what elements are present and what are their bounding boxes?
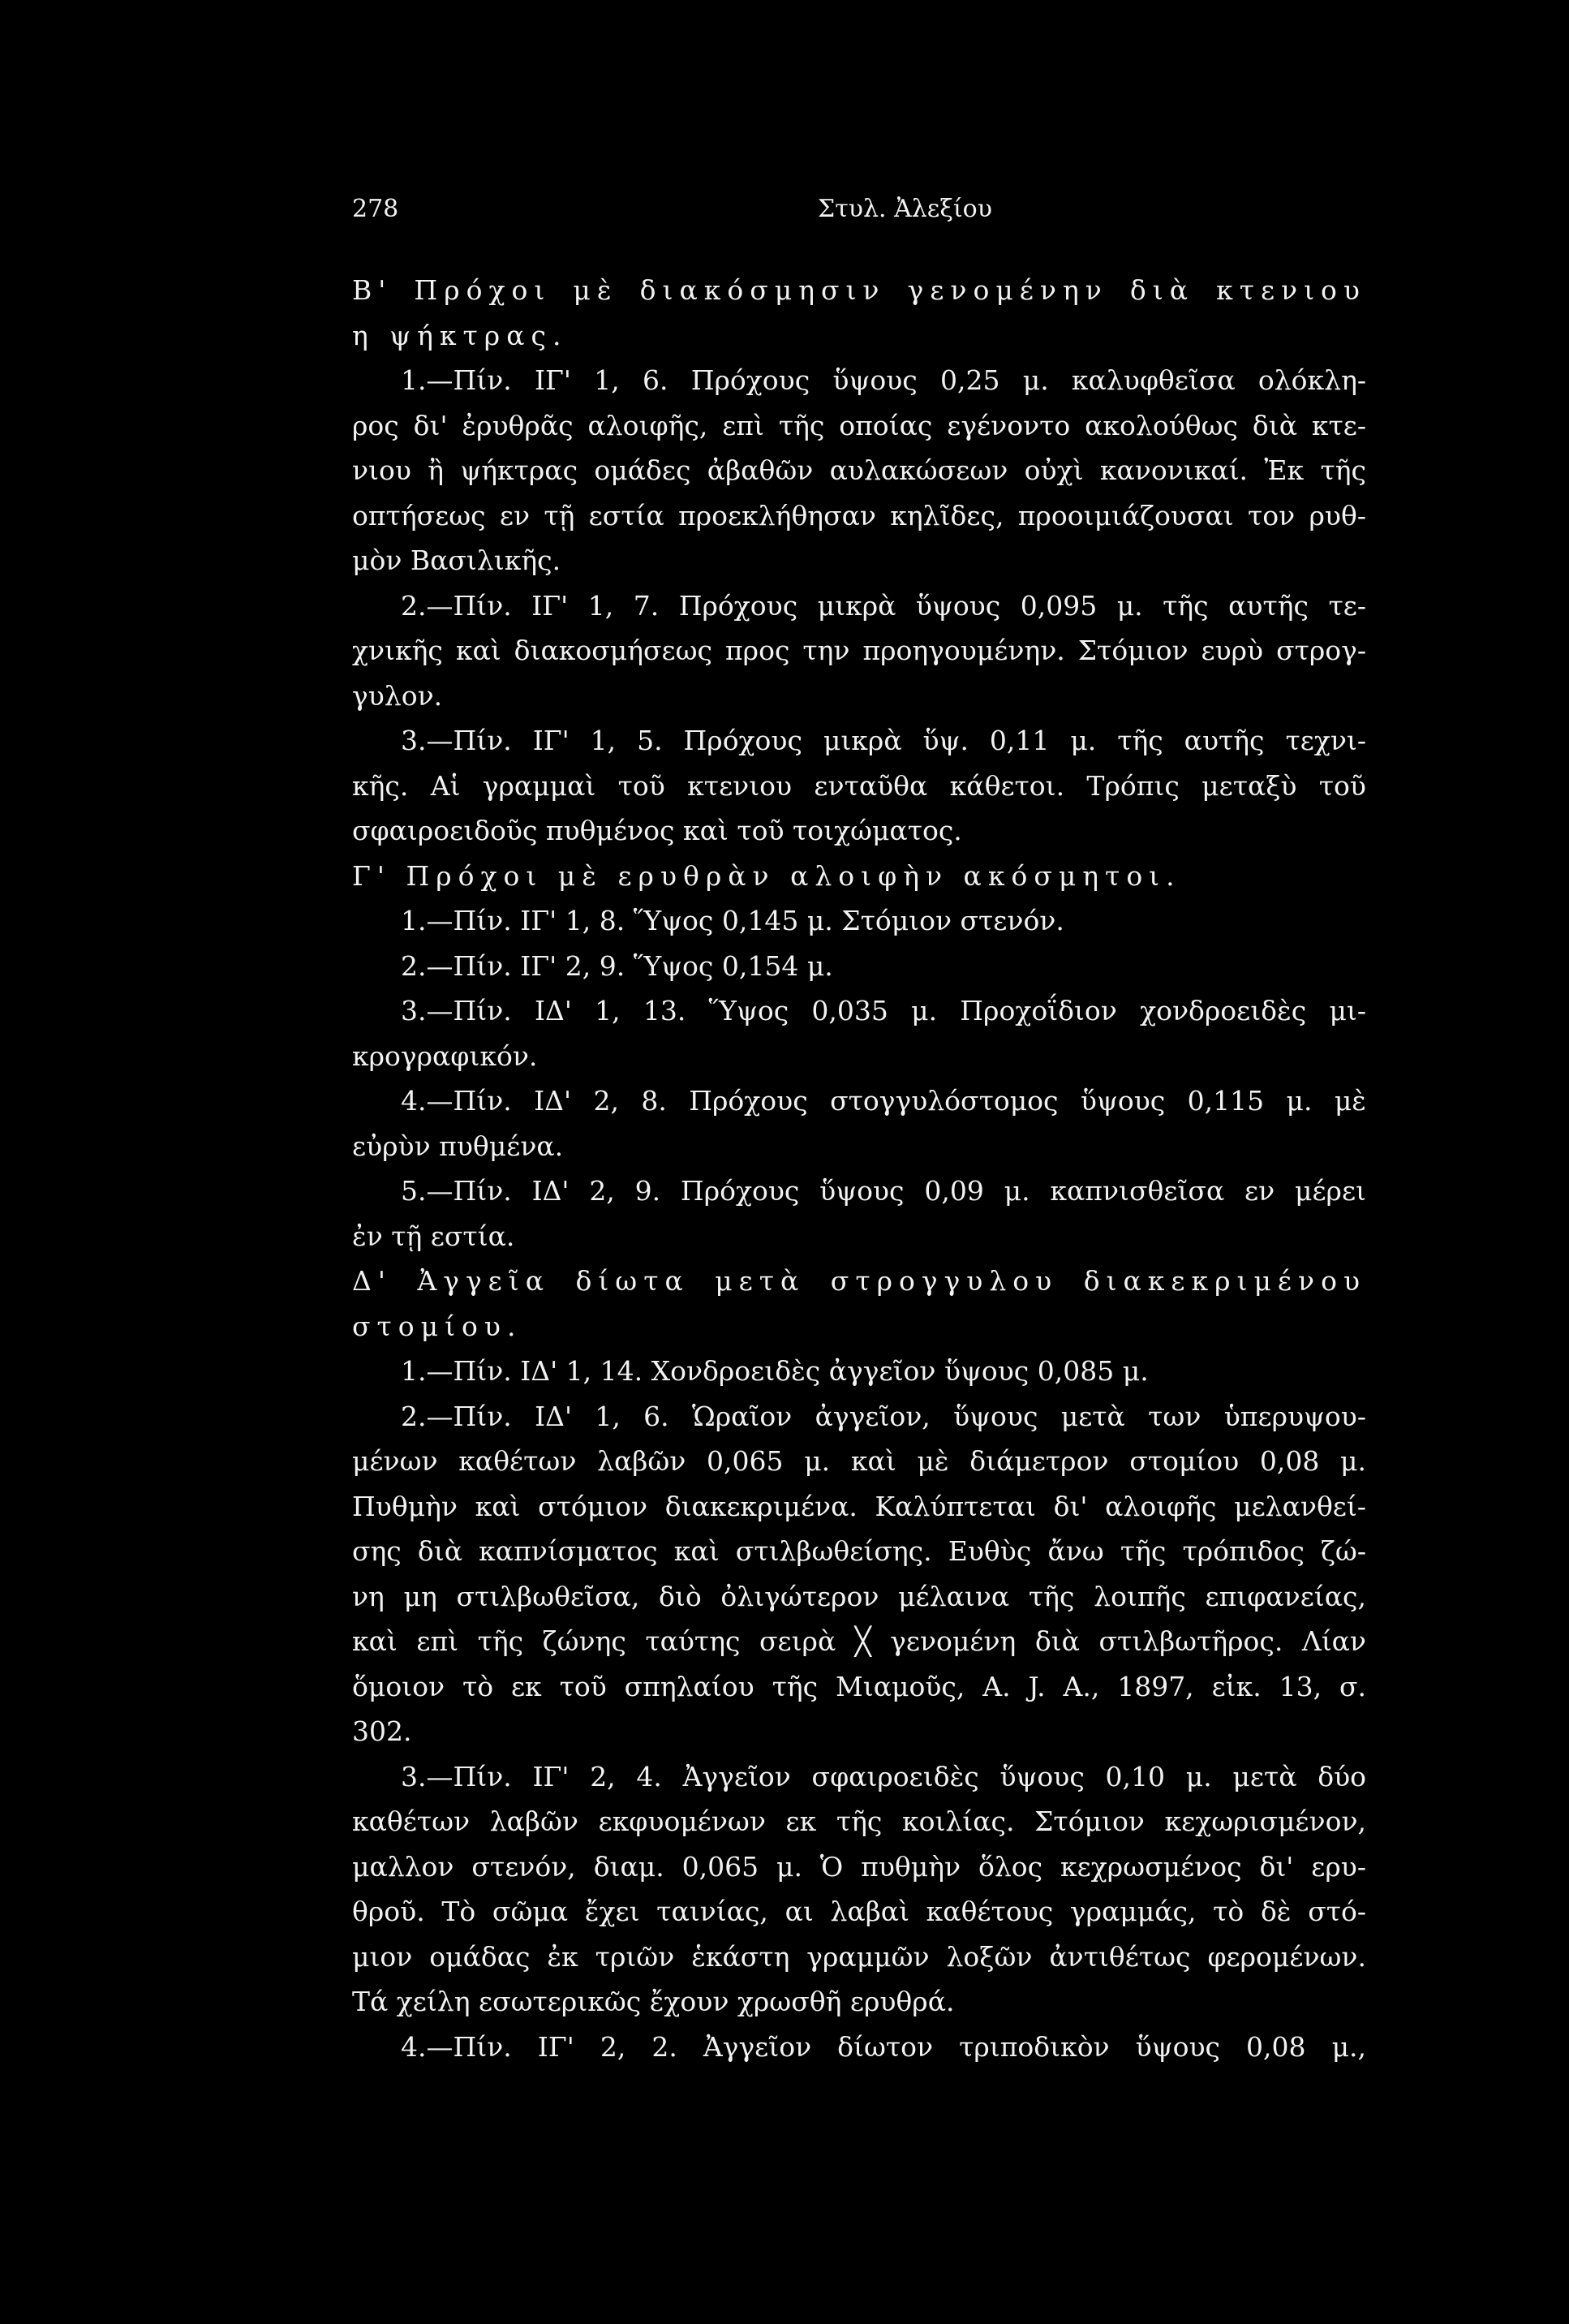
text-line: κῆς. Αἱ γραμμαὶ τοῦ κτενιου ενταῦθα κάθετοι. Τρόπις μεταξὺ τοῦ	[352, 769, 1366, 802]
body-text	[352, 268, 1366, 2069]
page-header	[352, 195, 1366, 235]
text-line: εὐρὺν πυθμένα.	[352, 1130, 564, 1162]
text-line: 1.—Πίν. ΙΓ' 1, 8. Ὕψος 0,145 μ. Στόμιον στενόν.	[401, 905, 1064, 936]
text-line: χνικῆς καὶ διακοσμήσεως προς την προηγουμένην. Στόμιον ευρὺ στρογ-	[352, 635, 1366, 666]
text-line: καθέτων λαβῶν εκφυομένων εκ τῆς κοιλίας. Στόμιον κεχωρισμένον,	[352, 1805, 1366, 1837]
text-line: Τά χείλη εσωτερικῶς ἔχουν χρωσθῆ ερυθρά.	[352, 1986, 955, 2017]
text-line: καὶ επὶ τῆς ζώνης ταύτης σειρὰ ╳ γενομένη διὰ στιλβωτῆρος. Λίαν	[352, 1625, 1366, 1657]
text-line: 4.—Πίν. ΙΓ' 2, 2. Ἀγγεῖον δίωτον τριποδικὸν ὕψους 0,08 μ.,	[401, 2030, 1366, 2063]
text-line: οπτήσεως εν τῇ εστία προεκλήθησαν κηλῖδες, προοιμιάζουσαι τον ρυθ-	[352, 499, 1366, 532]
text-line: μιον ομάδας ἐκ τριῶν ἑκάστη γραμμῶν λοξῶν ἀντιθέτως φερομένων.	[352, 1940, 1366, 1973]
text-line: 3.—Πίν. ΙΓ' 1, 5. Πρόχους μικρὰ ὕψ. 0,11 μ. τῆς αυτῆς τεχνι-	[401, 725, 1366, 756]
text-line: ἐν τῇ εστία.	[352, 1220, 515, 1252]
text-line: γυλον.	[352, 679, 443, 712]
text-line: 2.—Πίν. ΙΓ' 1, 7. Πρόχους μικρὰ ὕψους 0,095 μ. τῆς αυτῆς τε-	[401, 589, 1366, 622]
text-line: νη μη στιλβωθεῖσα, διὸ ὀλιγώτερον μέλαινα τῆς λοιπῆς επιφανείας,	[352, 1580, 1366, 1612]
text-line: 2.—Πίν. ΙΔ' 1, 6. Ὡραῖον ἀγγεῖον, ὕψους μετὰ των ὑπερυψου-	[401, 1400, 1366, 1432]
text-line: 5.—Πίν. ΙΔ' 2, 9. Πρόχους ὕψους 0,09 μ. καπνισθεῖσα εν μέρει	[401, 1175, 1366, 1207]
section-heading-b-cont: η ψήκτρας.	[352, 319, 568, 351]
text-line: νιου ἢ ψήκτρας ομάδες ἀβαθῶν αυλακώσεων οὐχὶ κανονικαί. Ἐκ τῆς	[352, 454, 1366, 486]
text-line: 2.—Πίν. ΙΓ' 2, 9. Ὕψος 0,154 μ.	[401, 949, 833, 982]
text-line: μένων καθέτων λαβῶν 0,065 μ. καὶ μὲ διάμετρον στομίου 0,08 μ.	[352, 1445, 1366, 1477]
text-line: 1.—Πίν. ΙΓ' 1, 6. Πρόχους ὕψους 0,25 μ. καλυφθεῖσα ολόκλη-	[401, 364, 1366, 396]
text-line: 4.—Πίν. ΙΔ' 2, 8. Πρόχους στογγυλόστομος ὕψους 0,115 μ. μὲ	[401, 1085, 1366, 1117]
page-number: 278	[352, 195, 399, 223]
section-heading-b: Β' Πρόχοι μὲ διακόσμησιν γενομένην διὰ κτενιου	[352, 274, 1366, 306]
text-line: κρογραφικόν.	[352, 1039, 538, 1072]
text-line: σφαιροειδοῦς πυθμένος καὶ τοῦ τοιχώματος.	[352, 815, 962, 846]
text-line: ὅμοιον τὸ εκ τοῦ σπηλαίου τῆς Μιαμοῦς, A. J. A., 1897, εἰκ. 13, σ.	[352, 1670, 1366, 1702]
text-line: 1.—Πίν. ΙΔ' 1, 14. Χονδροειδὲς ἀγγεῖον ὕψους 0,085 μ.	[401, 1355, 1149, 1387]
text-line: 3.—Πίν. ΙΔ' 1, 13. Ὕψος 0,035 μ. Προχοΐδιον χονδροειδὲς μι-	[401, 995, 1366, 1026]
text-line: 3.—Πίν. ΙΓ' 2, 4. Ἀγγεῖον σφαιροειδὲς ὕψους 0,10 μ. μετὰ δύο	[401, 1760, 1366, 1792]
text-line: ρος δι' ἐρυθρᾶς αλοιφῆς, επὶ τῆς οποίας εγένοντο ακολούθως διὰ κτε-	[352, 409, 1366, 441]
text-line: μὸν Βασιλικῆς.	[352, 544, 561, 576]
section-heading-c: Γ' Πρόχοι μὲ ερυθρὰν αλοιφὴν ακόσμητοι.	[352, 859, 1181, 892]
text-line: μαλλον στενόν, διαμ. 0,065 μ. Ὁ πυθμὴν ὅλος κεχρωσμένος δι' ερυ-	[352, 1850, 1366, 1883]
running-title: Στυλ. Ἀλεξίου	[818, 195, 992, 223]
text-line: 302.	[352, 1715, 412, 1747]
section-heading-d: Δ' Ἀγγεῖα δίωτα μετὰ στρογγυλου διακεκριμένου	[352, 1265, 1366, 1297]
text-line: σης διὰ καπνίσματος καὶ στιλβωθείσης. Ευθὺς ἄνω τῆς τρόπιδος ζώ-	[352, 1535, 1366, 1567]
text-line: θροῦ. Τὸ σῶμα ἔχει ταινίας, αι λαβαὶ καθέτους γραμμάς, τὸ δὲ στό-	[352, 1896, 1366, 1927]
section-heading-d-cont: στομίου.	[352, 1310, 522, 1342]
text-line: Πυθμὴν καὶ στόμιον διακεκριμένα. Καλύπτεται δι' αλοιφῆς μελανθεί-	[352, 1490, 1366, 1522]
